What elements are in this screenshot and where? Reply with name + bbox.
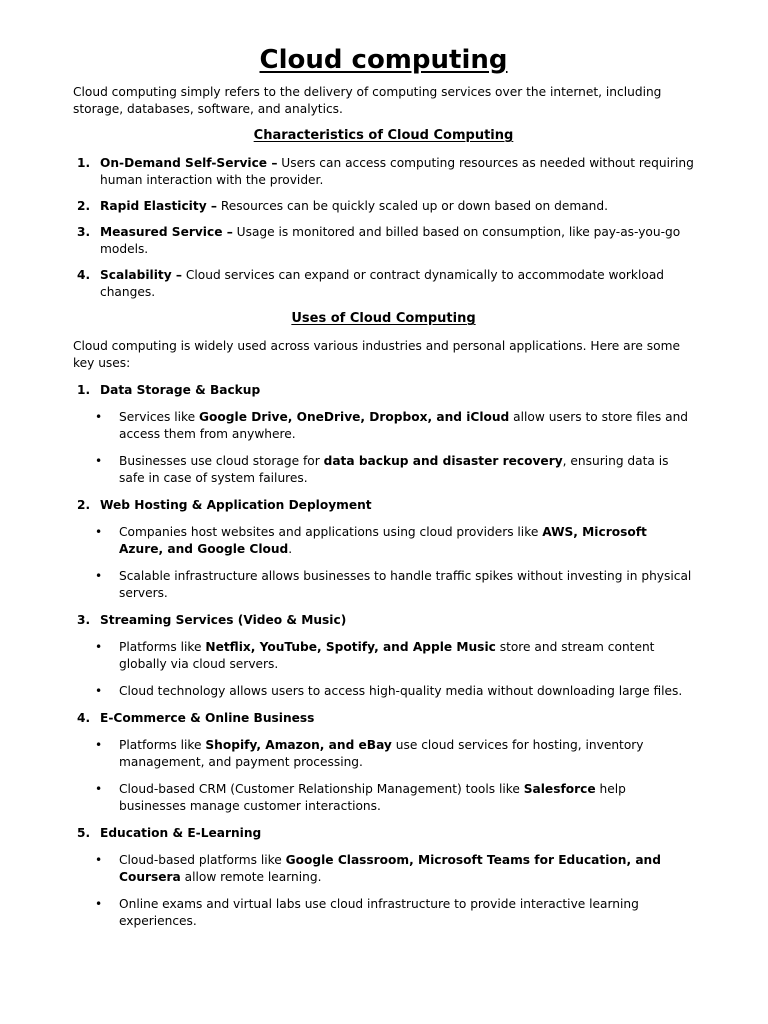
section-title: E-Commerce & Online Business (100, 711, 315, 725)
list-item (73, 198, 694, 215)
bullet-icon: • (95, 569, 103, 583)
page-title: Cloud computing (259, 45, 508, 75)
uses-heading: Uses of Cloud Computing (291, 311, 476, 326)
bullet-item (73, 781, 694, 815)
bullet-bold-text: data backup and disaster recovery (323, 454, 563, 468)
bullet-bold-text: AWS, Microsoft Azure, and Google Cloud (119, 525, 647, 556)
use-section-heading (73, 710, 694, 727)
section-number: 5. (77, 826, 91, 840)
bullet-text: . (288, 542, 293, 556)
use-section-heading (73, 825, 694, 842)
bullet-list (73, 639, 694, 700)
bullet-item (73, 639, 694, 673)
use-section-heading (73, 382, 694, 399)
bullet-bold-text: Shopify, Amazon, and eBay (205, 738, 392, 752)
item-text: Users can access computing resources as needed without requiring human interaction with the provider. (100, 156, 694, 187)
bullet-text: use cloud services for hosting, inventory management, and payment processing. (119, 738, 644, 769)
uses-intro-paragraph: Cloud computing is widely used across various industries and personal applications. Here are some key uses: (73, 339, 680, 370)
bullet-item (73, 683, 694, 700)
item-term: On-Demand Self-Service – (100, 156, 278, 170)
bullet-icon: • (95, 410, 103, 424)
bullet-text: help businesses manage customer interactions. (119, 782, 626, 813)
bullet-icon: • (95, 525, 103, 539)
item-term: Scalability – (100, 268, 182, 282)
section-title: Education & E-Learning (100, 826, 262, 840)
item-number: 2. (77, 199, 91, 213)
section-number: 3. (77, 613, 91, 627)
bullet-text: Cloud-based CRM (Customer Relationship Management) tools like (119, 782, 524, 796)
section-title: Web Hosting & Application Deployment (100, 498, 372, 512)
bullet-bold-text: Salesforce (523, 782, 596, 796)
list-item (73, 267, 694, 301)
bullet-icon: • (95, 782, 103, 796)
bullet-text: Online exams and virtual labs use cloud infrastructure to provide interactive learning experiences. (119, 897, 639, 928)
bullet-item (73, 852, 694, 886)
section-title: Data Storage & Backup (100, 383, 261, 397)
bullet-icon: • (95, 684, 103, 698)
bullet-text: Services like (119, 410, 200, 424)
item-term: Measured Service – (100, 225, 233, 239)
bullet-text: Cloud-based platforms like (119, 853, 286, 867)
bullet-list (73, 409, 694, 487)
item-term: Rapid Elasticity – (100, 199, 217, 213)
section-number: 2. (77, 498, 91, 512)
list-item (73, 224, 694, 258)
bullet-item (73, 896, 694, 930)
characteristics-list (73, 155, 694, 301)
use-section-heading (73, 612, 694, 629)
bullet-item (73, 737, 694, 771)
section-title: Streaming Services (Video & Music) (100, 613, 347, 627)
bullet-list (73, 852, 694, 930)
bullet-bold-text: Netflix, YouTube, Spotify, and Apple Music (205, 640, 496, 654)
bullet-text: Businesses use cloud storage for (119, 454, 324, 468)
use-section-heading (73, 497, 694, 514)
section-number: 1. (77, 383, 91, 397)
bullet-text: Platforms like (119, 738, 206, 752)
bullet-text: Companies host websites and applications using cloud providers like (119, 525, 543, 539)
bullet-icon: • (95, 454, 103, 468)
section-number: 4. (77, 711, 91, 725)
item-text: Resources can be quickly scaled up or down based on demand. (216, 199, 609, 213)
bullet-text: Scalable infrastructure allows businesses to handle traffic spikes without investing in physical servers. (119, 569, 692, 600)
bullet-icon: • (95, 853, 103, 867)
bullet-text: allow users to store files and access them from anywhere. (119, 410, 689, 441)
bullet-item (73, 453, 694, 487)
item-number: 3. (77, 225, 91, 239)
bullet-list (73, 524, 694, 602)
bullet-bold-text: Google Classroom, Microsoft Teams for Education, and Coursera (119, 853, 661, 884)
bullet-item (73, 568, 694, 602)
bullet-item (73, 524, 694, 558)
bullet-icon: • (95, 897, 103, 911)
bullet-text: Platforms like (119, 640, 206, 654)
list-item (73, 155, 694, 189)
item-text: Cloud services can expand or contract dynamically to accommodate workload changes. (100, 268, 665, 299)
bullet-text: Cloud technology allows users to access high-quality media without downloading large files. (119, 684, 683, 698)
bullet-text: allow remote learning. (180, 870, 322, 884)
bullet-list (73, 737, 694, 815)
bullet-icon: • (95, 640, 103, 654)
item-number: 1. (77, 156, 91, 170)
bullet-icon: • (95, 738, 103, 752)
bullet-text: , ensuring data is safe in case of system failures. (119, 454, 669, 485)
characteristics-heading: Characteristics of Cloud Computing (253, 128, 514, 143)
intro-paragraph: Cloud computing simply refers to the delivery of computing services over the internet, including storage, databases, software, and analytics. (73, 85, 662, 116)
item-number: 4. (77, 268, 91, 282)
bullet-bold-text: Google Drive, OneDrive, Dropbox, and iCloud (199, 410, 510, 424)
bullet-item (73, 409, 694, 443)
item-text: Usage is monitored and billed based on consumption, like pay-as-you-go models. (100, 225, 681, 256)
bullet-text: store and stream content globally via cloud servers. (119, 640, 655, 671)
